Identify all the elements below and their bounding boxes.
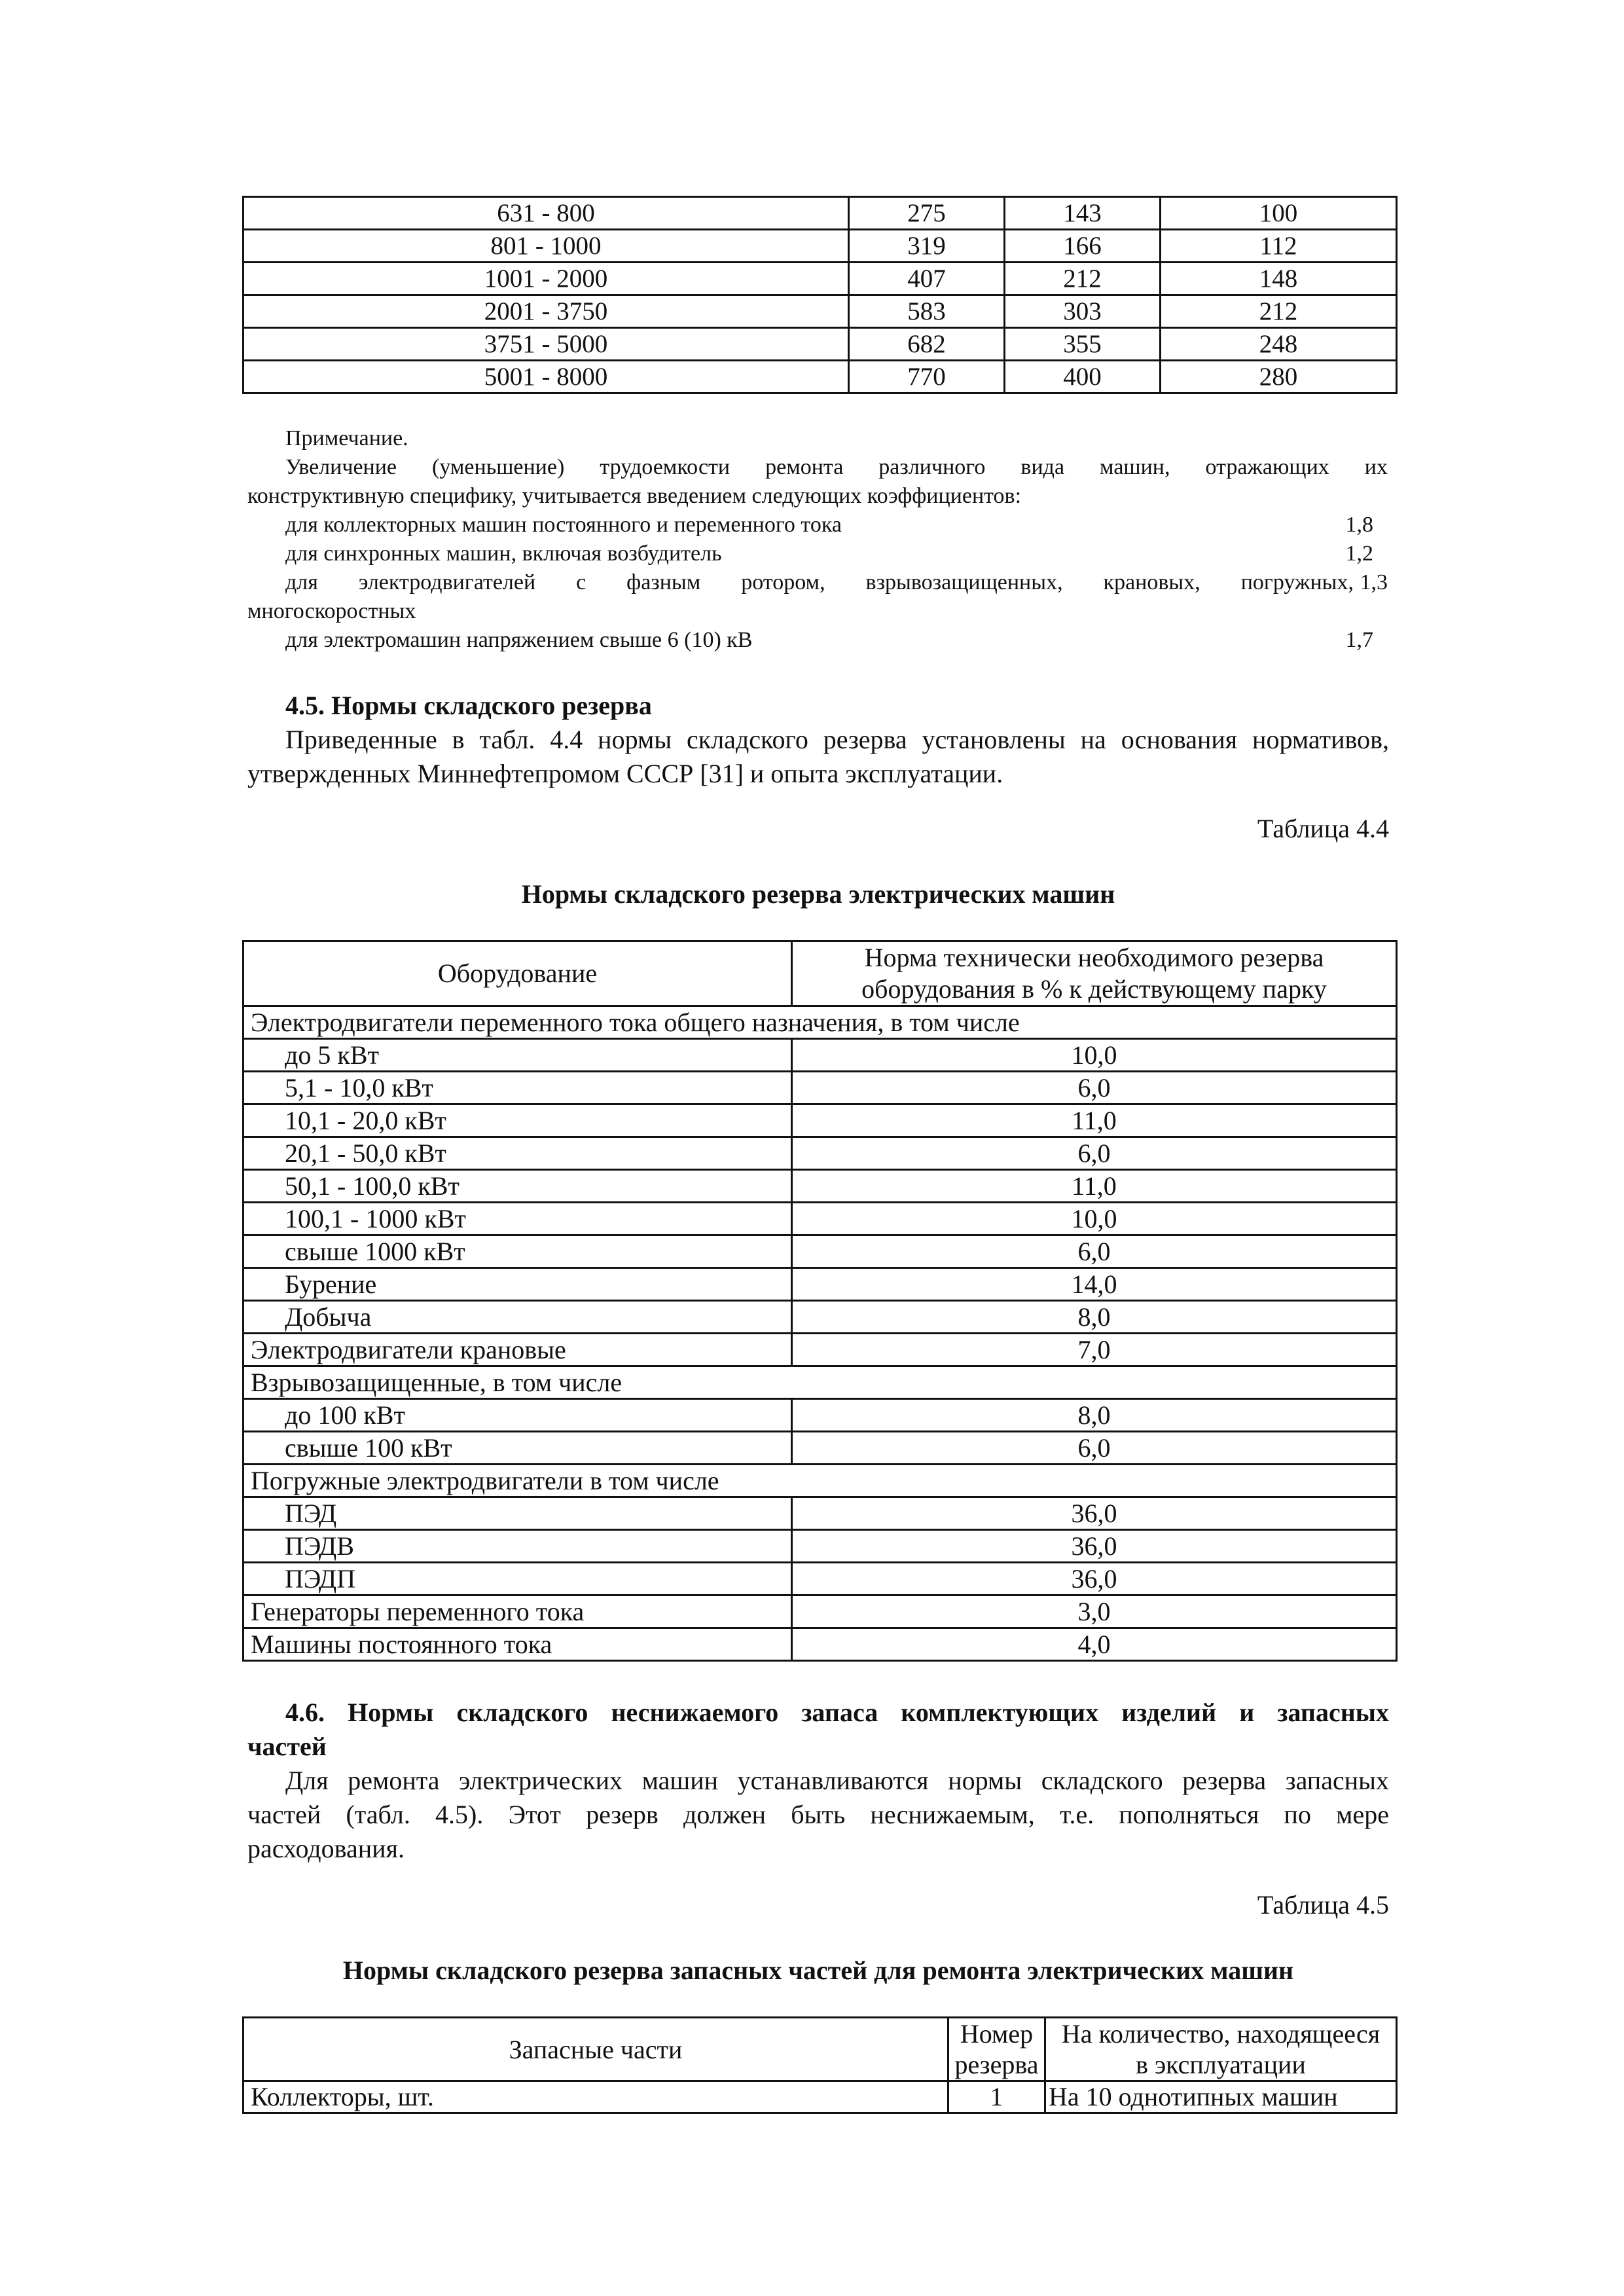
group-cell: Электродвигатели переменного тока общего назначения, в том числе xyxy=(244,1006,1397,1039)
value-cell: 10,0 xyxy=(792,1039,1397,1072)
header-text: резерва xyxy=(954,2050,1039,2079)
table-cell: 143 xyxy=(1005,197,1161,230)
equipment-cell: 100,1 - 1000 кВт xyxy=(244,1203,792,1235)
table-cell: 303 xyxy=(1005,295,1161,328)
equipment-cell: 10,1 - 20,0 кВт xyxy=(244,1104,792,1137)
table-row xyxy=(244,197,1397,230)
table-row xyxy=(244,1595,1397,1628)
header-text: Номер xyxy=(960,2019,1034,2049)
table-row xyxy=(244,1301,1397,1334)
equipment-cell: 50,1 - 100,0 кВт xyxy=(244,1170,792,1203)
equipment-cell: Бурение xyxy=(244,1268,792,1301)
table-row xyxy=(244,1563,1397,1595)
note-item-coef: 1,3 xyxy=(1360,570,1388,594)
note-item-coef: 1,2 xyxy=(1345,541,1373,566)
table-cell: 407 xyxy=(849,263,1005,295)
value-cell: 6,0 xyxy=(792,1432,1397,1465)
table-cell: 1 xyxy=(948,2081,1045,2113)
note-item-coef: 1,8 xyxy=(1345,513,1373,537)
table-cell: 148 xyxy=(1161,263,1397,295)
table-4-4 xyxy=(242,940,1398,1662)
value-cell: 6,0 xyxy=(792,1137,1397,1170)
paragraph-line: расходования. xyxy=(247,1834,405,1863)
table-cell: 5001 - 8000 xyxy=(244,361,849,393)
table-row xyxy=(244,328,1397,361)
value-cell: 14,0 xyxy=(792,1268,1397,1301)
table-cell: 280 xyxy=(1161,361,1397,393)
table-cell: 801 - 1000 xyxy=(244,230,849,263)
equipment-cell: свыше 100 кВт xyxy=(244,1432,792,1465)
table-row xyxy=(244,1530,1397,1563)
note-item-text: для синхронных машин, включая возбудитель xyxy=(285,541,722,566)
table-row xyxy=(244,1039,1397,1072)
section-4-6 xyxy=(247,1696,1389,1866)
table-cell: 166 xyxy=(1005,230,1161,263)
note-item-continuation: многоскоростных xyxy=(247,599,416,623)
table-row xyxy=(244,1072,1397,1104)
table-row xyxy=(244,1497,1397,1530)
table-cell: 275 xyxy=(849,197,1005,230)
table-4-5 xyxy=(242,2016,1398,2114)
equipment-cell: до 5 кВт xyxy=(244,1039,792,1072)
table-row xyxy=(244,1170,1397,1203)
table-row xyxy=(244,1334,1397,1366)
value-cell: 36,0 xyxy=(792,1497,1397,1530)
table-row xyxy=(244,1235,1397,1268)
header-cell xyxy=(948,2018,1045,2081)
value-cell: 7,0 xyxy=(792,1334,1397,1366)
note-item-text: для электромашин напряжением свыше 6 (10) кВ xyxy=(285,628,753,652)
equipment-cell: свыше 1000 кВт xyxy=(244,1235,792,1268)
note-intro-line1: Увеличение (уменьшение) трудоемкости ремонта различного вида машин, отражающих их xyxy=(285,455,1388,479)
value-cell: 6,0 xyxy=(792,1072,1397,1104)
paragraph-line: утвержденных Миннефтепромом СССР [31] и опыта эксплуатации. xyxy=(247,759,1003,788)
table-row xyxy=(244,1006,1397,1039)
table-cell: 248 xyxy=(1161,328,1397,361)
header-text: На количество, находящееся xyxy=(1061,2019,1380,2049)
paragraph-line: частей (табл. 4.5). Этот резерв должен быть неснижаемым, т.е. пополняться по мере xyxy=(247,1800,1389,1829)
table-row xyxy=(244,230,1397,263)
table-cell: На 10 однотипных машин xyxy=(1045,2081,1397,2113)
value-cell: 10,0 xyxy=(792,1203,1397,1235)
equipment-cell: 20,1 - 50,0 кВт xyxy=(244,1137,792,1170)
table-cell: 770 xyxy=(849,361,1005,393)
equipment-cell: Добыча xyxy=(244,1301,792,1334)
header-cell xyxy=(1045,2018,1397,2081)
value-cell: 4,0 xyxy=(792,1628,1397,1661)
table-row xyxy=(244,1628,1397,1661)
table-cell: 682 xyxy=(849,328,1005,361)
group-cell: Погружные электродвигатели в том числе xyxy=(244,1465,1397,1497)
table-row xyxy=(244,263,1397,295)
table-header-row xyxy=(244,941,1397,1006)
paragraph-line: Для ремонта электрических машин устанавливаются нормы складского резерва запасных xyxy=(285,1766,1389,1795)
table-label: Таблица 4.5 xyxy=(1257,1890,1389,1920)
table-cell: 100 xyxy=(1161,197,1397,230)
table-cell: 319 xyxy=(849,230,1005,263)
section-heading: 4.6. Нормы складского неснижаемого запаса комплектующих изделий и запасных xyxy=(285,1698,1389,1727)
section-4-5 xyxy=(247,689,1389,791)
table-cell: Коллекторы, шт. xyxy=(244,2081,948,2113)
table-cell: 631 - 800 xyxy=(244,197,849,230)
equipment-cell: ПЭД xyxy=(244,1497,792,1530)
note-item-coef: 1,7 xyxy=(1345,628,1373,652)
header-text: в эксплуатации xyxy=(1136,2050,1306,2079)
table-row xyxy=(244,2081,1397,2113)
header-cell: Оборудование xyxy=(244,941,792,1006)
section-heading: частей xyxy=(247,1732,327,1761)
equipment-cell: Генераторы переменного тока xyxy=(244,1595,792,1628)
table-row xyxy=(244,1465,1397,1497)
note-title: Примечание. xyxy=(285,426,408,450)
note-intro-line2: конструктивную специфику, учитывается введением следующих коэффициентов: xyxy=(247,484,1022,508)
table-cell: 2001 - 3750 xyxy=(244,295,849,328)
group-cell: Взрывозащищенные, в том числе xyxy=(244,1366,1397,1399)
table-row xyxy=(244,1268,1397,1301)
equipment-cell: Машины постоянного тока xyxy=(244,1628,792,1661)
table-title: Нормы складского резерва электрических машин xyxy=(521,879,1115,909)
table-row xyxy=(244,1104,1397,1137)
value-cell: 36,0 xyxy=(792,1530,1397,1563)
table-row xyxy=(244,295,1397,328)
table-label: Таблица 4.4 xyxy=(1257,814,1389,843)
table-cell: 583 xyxy=(849,295,1005,328)
equipment-cell: до 100 кВт xyxy=(244,1399,792,1432)
table-cell: 212 xyxy=(1161,295,1397,328)
equipment-cell: 5,1 - 10,0 кВт xyxy=(244,1072,792,1104)
note-item-text: для коллекторных машин постоянного и переменного тока xyxy=(285,513,842,537)
equipment-cell: ПЭДВ xyxy=(244,1530,792,1563)
table-cell: 355 xyxy=(1005,328,1161,361)
table-row xyxy=(244,1366,1397,1399)
equipment-cell: ПЭДП xyxy=(244,1563,792,1595)
value-cell: 3,0 xyxy=(792,1595,1397,1628)
section-heading: 4.5. Нормы складского резерва xyxy=(285,691,652,720)
value-cell: 11,0 xyxy=(792,1170,1397,1203)
header-cell xyxy=(792,941,1397,1006)
table-cell: 400 xyxy=(1005,361,1161,393)
table-row xyxy=(244,1432,1397,1465)
equipment-cell: Электродвигатели крановые xyxy=(244,1334,792,1366)
header-cell: Запасные части xyxy=(244,2018,948,2081)
table-row xyxy=(244,361,1397,393)
header-text: Норма технически необходимого резерва xyxy=(864,943,1324,972)
table-cell: 1001 - 2000 xyxy=(244,263,849,295)
table-row xyxy=(244,1203,1397,1235)
table-header-row xyxy=(244,2018,1397,2081)
value-cell: 8,0 xyxy=(792,1301,1397,1334)
table-row xyxy=(244,1137,1397,1170)
note-block xyxy=(247,424,1388,655)
table-cell: 112 xyxy=(1161,230,1397,263)
value-cell: 6,0 xyxy=(792,1235,1397,1268)
table-row xyxy=(244,1399,1397,1432)
value-cell: 8,0 xyxy=(792,1399,1397,1432)
value-cell: 36,0 xyxy=(792,1563,1397,1595)
table-cell: 3751 - 5000 xyxy=(244,328,849,361)
table-cell: 212 xyxy=(1005,263,1161,295)
note-item-text: для электродвигателей с фазным ротором, взрывозащищенных, крановых, погружных, xyxy=(285,570,1354,594)
header-text: оборудования в % к действующему парку xyxy=(861,974,1327,1004)
table-title: Нормы складского резерва запасных частей для ремонта электрических машин xyxy=(342,1956,1294,1985)
paragraph-line: Приведенные в табл. 4.4 нормы складского резерва установлены на основания нормативов, xyxy=(285,725,1389,754)
top-table xyxy=(242,196,1398,394)
value-cell: 11,0 xyxy=(792,1104,1397,1137)
